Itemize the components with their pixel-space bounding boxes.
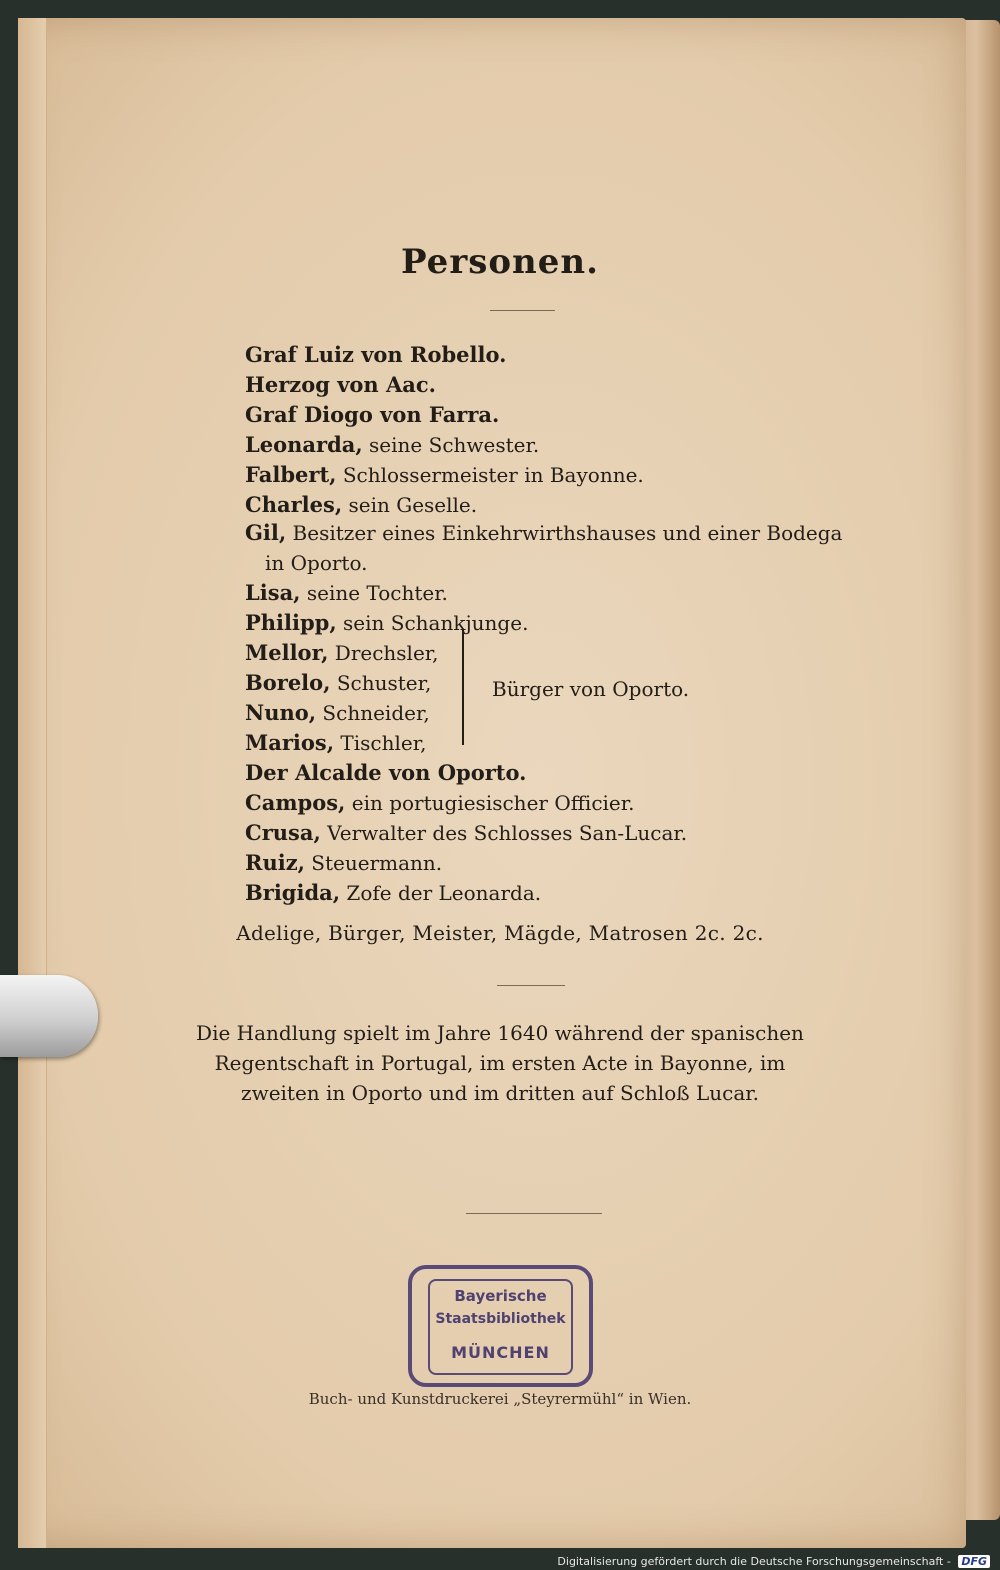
character-name: Graf Diogo von Farra.	[245, 402, 500, 427]
character-description: sein Geselle.	[342, 493, 478, 517]
character-name: Gil,	[245, 520, 287, 545]
cast-entry	[265, 548, 368, 578]
character-name: Lisa,	[245, 580, 301, 605]
cast-entry	[245, 518, 842, 548]
character-description: ein portugiesischer Officier.	[345, 791, 635, 815]
character-description: seine Schwester.	[362, 433, 540, 457]
character-name: Nuno,	[245, 700, 317, 725]
character-name: Campos,	[245, 790, 346, 815]
group-brace	[462, 630, 467, 745]
cast-entry	[245, 430, 539, 460]
character-name: Falbert,	[245, 462, 337, 487]
character-name: Der Alcalde von Oporto.	[245, 760, 527, 785]
character-name: Charles,	[245, 492, 343, 517]
character-description: Schuster,	[330, 671, 432, 695]
cast-entry	[245, 668, 431, 698]
stamp-line: Staatsbibliothek	[435, 1311, 566, 1327]
cast-entry	[245, 698, 430, 728]
cast-entry	[245, 400, 499, 430]
character-name: Mellor,	[245, 640, 329, 665]
stamp-line: MÜNCHEN	[451, 1343, 550, 1362]
cast-entry	[245, 878, 541, 908]
character-name: Leonarda,	[245, 432, 363, 457]
dfg-logo: DFG	[958, 1555, 990, 1568]
setting-line: Die Handlung spielt im Jahre 1640 während der spanischen	[196, 1021, 804, 1045]
setting-line: zweiten in Oporto und im dritten auf Schloß Lucar.	[241, 1081, 759, 1105]
cast-entry	[245, 818, 687, 848]
cast-entry	[245, 460, 644, 490]
cast-entry	[245, 608, 528, 638]
character-name: Crusa,	[245, 820, 321, 845]
character-description: in Oporto.	[265, 551, 368, 575]
divider-rule	[497, 985, 565, 986]
character-description: sein Schankjunge.	[336, 611, 529, 635]
character-name: Graf Luiz von Robello.	[245, 342, 507, 367]
library-stamp-inner	[428, 1279, 573, 1375]
character-description: Steuermann.	[304, 851, 443, 875]
page-title: Personen.	[401, 242, 599, 282]
character-description: Tischler,	[334, 731, 427, 755]
character-description: Verwalter des Schlosses San-Lucar.	[320, 821, 688, 845]
character-description: Drechsler,	[328, 641, 439, 665]
printer-imprint: Buch- und Kunstdruckerei „Steyrermühl“ in Wien.	[308, 1390, 692, 1408]
footer-text: Digitalisierung gefördert durch die Deutsche Forschungsgemeinschaft -	[557, 1555, 951, 1568]
character-description: Schneider,	[316, 701, 430, 725]
cast-entry	[245, 490, 477, 520]
digitization-footer	[557, 1555, 990, 1568]
character-description: Zofe der Leonarda.	[340, 881, 542, 905]
extras-line: Adelige, Bürger, Meister, Mägde, Matrosen 2c. 2c.	[236, 921, 764, 945]
library-stamp	[408, 1265, 593, 1387]
character-description: Schlossermeister in Bayonne.	[336, 463, 644, 487]
cast-entry	[245, 788, 634, 818]
character-name: Ruiz,	[245, 850, 305, 875]
cast-entry	[245, 340, 506, 370]
stamp-line: Bayerische	[454, 1287, 547, 1305]
character-description: Besitzer eines Einkehrwirthshauses und einer Bodega	[286, 521, 843, 545]
group-label: Bürger von Oporto.	[492, 677, 690, 701]
divider-rule	[466, 1213, 602, 1214]
character-name: Herzog von Aac.	[245, 372, 436, 397]
cast-entry	[245, 728, 426, 758]
setting-line: Regentschaft in Portugal, im ersten Acte in Bayonne, im	[214, 1051, 786, 1075]
cast-entry	[245, 578, 448, 608]
character-name: Brigida,	[245, 880, 341, 905]
cast-entry	[245, 848, 442, 878]
character-name: Borelo,	[245, 670, 331, 695]
divider-rule	[490, 310, 555, 311]
character-name: Marios,	[245, 730, 335, 755]
cast-entry	[245, 370, 436, 400]
cast-entry	[245, 638, 439, 668]
cast-entry	[245, 758, 526, 788]
character-description: seine Tochter.	[300, 581, 448, 605]
character-name: Philipp,	[245, 610, 337, 635]
